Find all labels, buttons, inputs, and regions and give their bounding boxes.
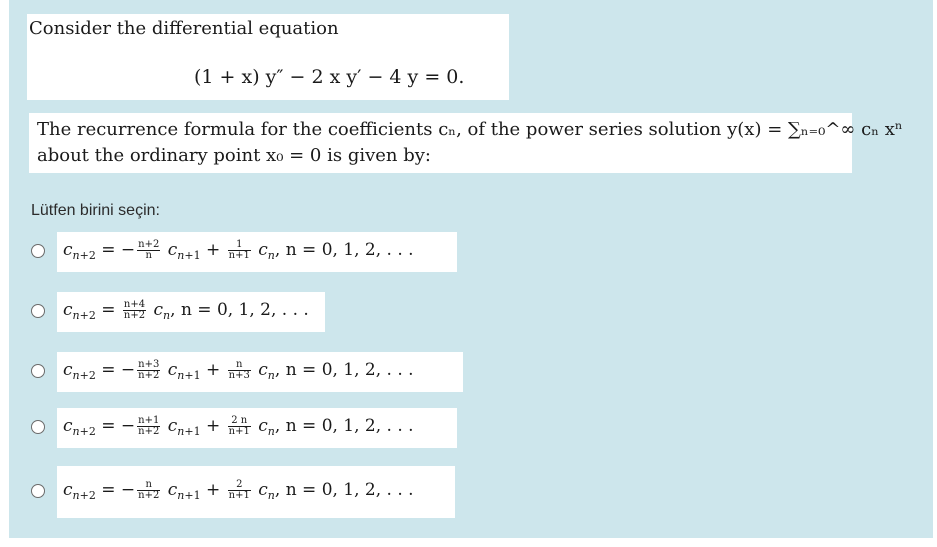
option-formula: $c_{n+2}$ = $\frac{n+4}{n+2}$ $c_n$, n = 0, 1, 2, . . . <box>63 299 309 322</box>
differential-equation: (1 + x) y″ − 2 x y′ − 4 y = 0. <box>194 66 465 88</box>
recurrence-text-line-1: The recurrence formula for the coefficients cₙ, of the power series solution y(x) = ∑ₙ₌₀^∞ cₙ xⁿ <box>37 119 903 140</box>
option-formula: $c_{n+2}$ = − $\frac{n+3}{n+2}$ $c_{n+1}$ + $\frac{n}{n+3}$ $c_n$, n = 0, 1, 2, . . . <box>63 359 414 382</box>
option-formula: $c_{n+2}$ = − $\frac{n}{n+2}$ $c_{n+1}$ + $\frac{2}{n+1}$ $c_n$, n = 0, 1, 2, . . . <box>63 479 414 502</box>
question-intro: Consider the differential equation <box>29 18 339 39</box>
radio-button[interactable] <box>31 304 45 318</box>
option-formula: $c_{n+2}$ = − $\frac{n+2}{n}$ $c_{n+1}$ + $\frac{1}{n+1}$ $c_n$, n = 0, 1, 2, . . . <box>63 239 414 262</box>
choose-one-prompt: Lütfen birini seçin: <box>31 202 160 219</box>
radio-button[interactable] <box>31 484 45 498</box>
question-card-2 <box>29 113 903 173</box>
radio-button[interactable] <box>31 364 45 378</box>
radio-button[interactable] <box>31 244 45 258</box>
recurrence-text-line-2: about the ordinary point x₀ = 0 is given by: <box>37 145 431 166</box>
question-card-1 <box>27 14 509 100</box>
option-formula: $c_{n+2}$ = − $\frac{n+1}{n+2}$ $c_{n+1}$ + $\frac{2 n}{n+1}$ $c_n$, n = 0, 1, 2, . . . <box>63 415 414 438</box>
radio-button[interactable] <box>31 420 45 434</box>
